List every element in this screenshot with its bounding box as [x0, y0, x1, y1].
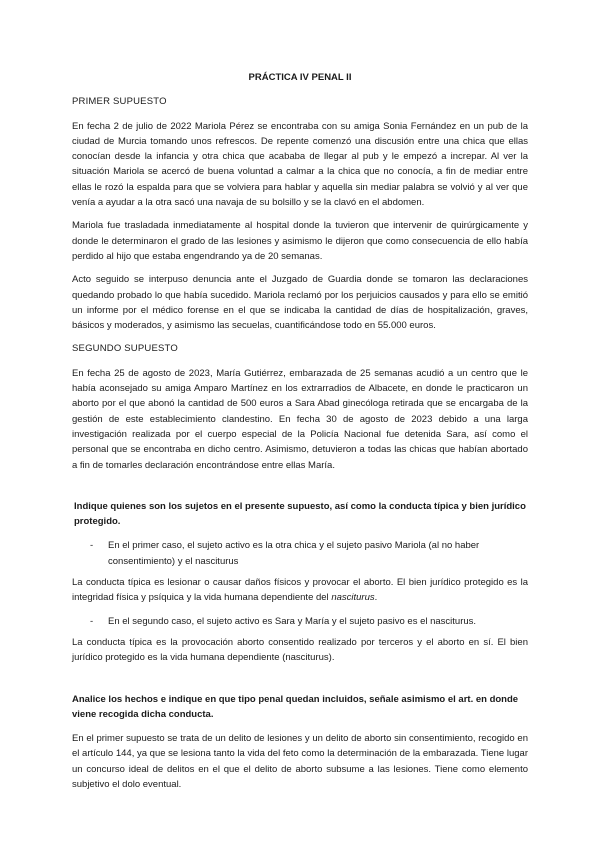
answer-1-text: La conducta típica es lesionar o causar daños físicos y provocar el aborto. El bien jurídico protegido es la integridad física y psíquica y la vida humana dependiente del	[72, 577, 528, 604]
answer-1-italic: nasciturus	[331, 592, 375, 604]
question-2: Analice los hechos e indique en que tipo penal quedan incluidos, señale asimismo el art. en donde viene recogida dicha conducta.	[72, 693, 519, 720]
paragraph-supuesto1-3: Acto seguido se interpuso denuncia ante el Juzgado de Guardia donde se tomaron las declaraciones quedando probado lo que había sucedido. Mariola reclamó por los perjuicios causados y para ello se emitió un informe por el médico forense en el que se indicaba la cantidad de días de hospitalización, graves, básicos y moderados, y asimismo las secuelas, cuantificándose todo en 55.000 euros.	[72, 274, 528, 332]
paragraph-supuesto1-1: En fecha 2 de julio de 2022 Mariola Pérez se encontraba con su amiga Sonia Fernández en un pub de la ciudad de Murcia tomando unos refrescos. De repente comenzó una discusión entre una chica que ellas conocían desde la infancia y otra chica que acababa de llegar al pub y le empezó a increpar. Al ver la situación Mariola se acercó de buena voluntad a calmar a la chica que no conocía, a fin de mediar entre ellas le rozó la espalda para que se volviera para hablar y aquella sin mediar palabra se volvió y al ver que venía a ayudar a la otra sacó una navaja de su bolsillo y se la clavó en el abdomen.	[72, 120, 528, 209]
question-1: Indique quienes son los sujetos en el presente supuesto, así como la conducta típica y bien jurídico protegido.	[74, 500, 526, 528]
bullet-dash: -	[90, 615, 94, 627]
list-item	[72, 614, 528, 629]
paragraph-supuesto1-2: Mariola fue trasladada inmediatamente al hospital donde la tuvieron que intervenir de quirúrgicamente y donde le determinaron el grado de las lesiones y asimismo le dijeron que como consecuencia de ello había perdido al hijo que estaba engendrando ya de 20 semanas.	[72, 220, 528, 262]
bullet-dash: -	[90, 540, 94, 552]
answer-1-paragraph	[72, 575, 528, 606]
document-page	[72, 70, 528, 800]
paragraph-supuesto2-1: En fecha 25 de agosto de 2023, María Gutiérrez, embarazada de 25 semanas acudió a un centro que le había aconsejado su amiga Amparo Martínez en los extrarradios de Albacete, en donde le practicaron un aborto por el que abonó la cantidad de 500 euros a Sara Abad ginecóloga retirada que se encargaba de la gestión de este establecimiento clandestino. En fecha 30 de agosto de 2023 debido a una larga investigación realizada por el cuerpo especial de la Policía Nacional fue detenida Sara, así como el personal que se encontraba en dicho centro. Asimismo, detuvieron a todas las chicas que habían abortado a fin de tomarles declaración encontrándose entre ellas María.	[72, 367, 528, 471]
section-heading-primer-supuesto: PRIMER SUPUESTO	[72, 96, 167, 108]
bullet-text-1: En el primer caso, el sujeto activo es la otra chica y el sujeto pasivo Mariola (al no haber consentimiento) y el nasciturus	[108, 540, 480, 567]
bullet-text-2: En el segundo caso, el sujeto activo es Sara y María y el sujeto pasivo es el nasciturus.	[108, 615, 477, 627]
page-title: PRÁCTICA IV PENAL II	[248, 72, 352, 83]
answer-2-paragraph: La conducta típica es la provocación aborto consentido realizado por terceros y el aborto en sí. El bien jurídico protegido es la vida humana dependiente (nasciturus).	[72, 636, 528, 664]
answer-3-paragraph: En el primer supuesto se trata de un delito de lesiones y un delito de aborto sin consentimiento, recogido en el artículo 144, ya que se lesiona tanto la vida del feto como la determinación de la embarazada. Tiene lugar un concurso ideal de delitos en el que el delito de aborto subsume a las lesiones. Tiene como elemento subjetivo el dolo eventual.	[72, 733, 528, 790]
answer-1-end: .	[374, 592, 378, 604]
section-heading-segundo-supuesto: SEGUNDO SUPUESTO	[72, 343, 178, 355]
list-item	[72, 538, 528, 569]
